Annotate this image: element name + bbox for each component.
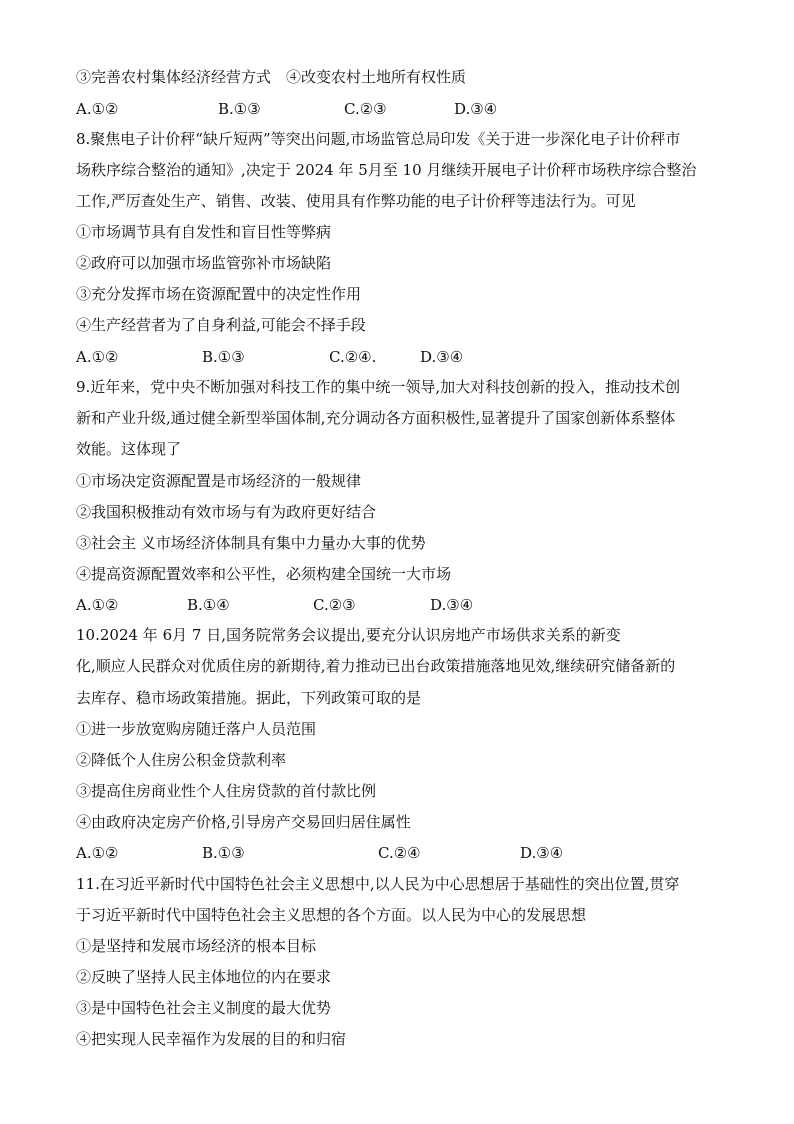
option-d: D.③④ [520, 844, 564, 862]
option-d: D.③④ [420, 348, 464, 366]
statement-line: ④提高资源配置效率和公平性，必须构建全国统一大市场 [76, 565, 452, 583]
option-a: A.①② [76, 348, 119, 366]
option-b: B.①③ [218, 100, 261, 118]
option-a: A.①② [76, 844, 119, 862]
question-11-stem: 11.在习近平新时代中国特色社会主义思想中,以人民为中心思想居于基础性的突出位置,贯穿 [76, 875, 680, 893]
statement-line: ③提高住房商业性个人住房贷款的首付款比例 [76, 782, 377, 800]
question-9-stem: 新和产业升级,通过健全新型举国体制,充分调动各方面积极性,显著提升了国家创新体系整体 [76, 409, 676, 427]
statement-line: ④生产经营者为了自身利益,可能会不择手段 [76, 316, 366, 334]
statement-line: ④把实现人民幸福作为发展的目的和归宿 [76, 1030, 347, 1048]
option-c: C.②④ [378, 844, 421, 862]
statement-line: ①进一步放宽购房随迁落户人员范围 [76, 720, 317, 738]
statement-line: ②我国积极推动有效市场与有为政府更好结合 [76, 503, 377, 521]
option-a: A.①② [76, 596, 119, 614]
text-line: ③完善农村集体经济经营方式 ④改变农村土地所有权性质 [76, 68, 467, 86]
question-11-stem: 于习近平新时代中国特色社会主义思想的各个方面。以人民为中心的发展思想 [76, 906, 587, 924]
question-9-stem: 9.近年来，党中央不断加强对科技工作的集中统一领导,加大对科技创新的投入，推动技术创 [76, 378, 681, 396]
statement-line: ③是中国特色社会主义制度的最大优势 [76, 999, 332, 1017]
option-b: B.①③ [202, 348, 245, 366]
statement-line: ①市场决定资源配置是市场经济的一般规律 [76, 472, 362, 490]
statement-line: ④由政府决定房产价格,引导房产交易回归居住属性 [76, 813, 411, 831]
statement-line: ③社会主 义市场经济体制具有集中力量办大事的优势 [76, 534, 426, 552]
statement-line: ②反映了坚持人民主体地位的内在要求 [76, 968, 332, 986]
question-8-stem: 8.聚焦电子计价秤“缺斤短两”等突出问题,市场监管总局印发《关于进一步深化电子计价秤市 [76, 130, 681, 148]
statement-line: ②政府可以加强市场监管弥补市场缺陷 [76, 254, 332, 272]
statement-line: ①是坚持和发展市场经济的根本目标 [76, 937, 317, 955]
question-10-stem: 10.2024 年 6月 7 日,国务院常务会议提出,要充分认识房地产市场供求关系的新变 [76, 626, 621, 644]
option-b: B.①③ [202, 844, 245, 862]
statement-line: ②降低个人住房公积金贷款利率 [76, 751, 287, 769]
question-10-stem: 化,顺应人民群众对优质住房的新期待,着力推动已出台政策措施落地见效,继续研究储备新的 [76, 657, 676, 675]
statement-line: ③充分发挥市场在资源配置中的决定性作用 [76, 285, 362, 303]
statement-line: ①市场调节具有自发性和盲目性等弊病 [76, 223, 332, 241]
option-c: C.②③ [313, 596, 356, 614]
question-8-stem: 工作,严厉查处生产、销售、改装、使用具有作弊功能的电子计价秤等违法行为。可见 [76, 192, 636, 210]
option-d: D.③④ [454, 100, 498, 118]
option-b: B.①④ [187, 596, 230, 614]
option-c: C.②④. [329, 348, 377, 366]
option-c: C.②③ [344, 100, 387, 118]
question-9-stem: 效能。这体现了 [76, 440, 182, 458]
question-8-stem: 场秩序综合整治的通知》,决定于 2024 年 5月至 10 月继续开展电子计价秤市场秩序综合整治 [76, 161, 697, 179]
option-d: D.③④ [430, 596, 474, 614]
question-10-stem: 去库存、稳市场政策措施。据此，下列政策可取的是 [76, 689, 422, 707]
option-a: A.①② [76, 100, 119, 118]
